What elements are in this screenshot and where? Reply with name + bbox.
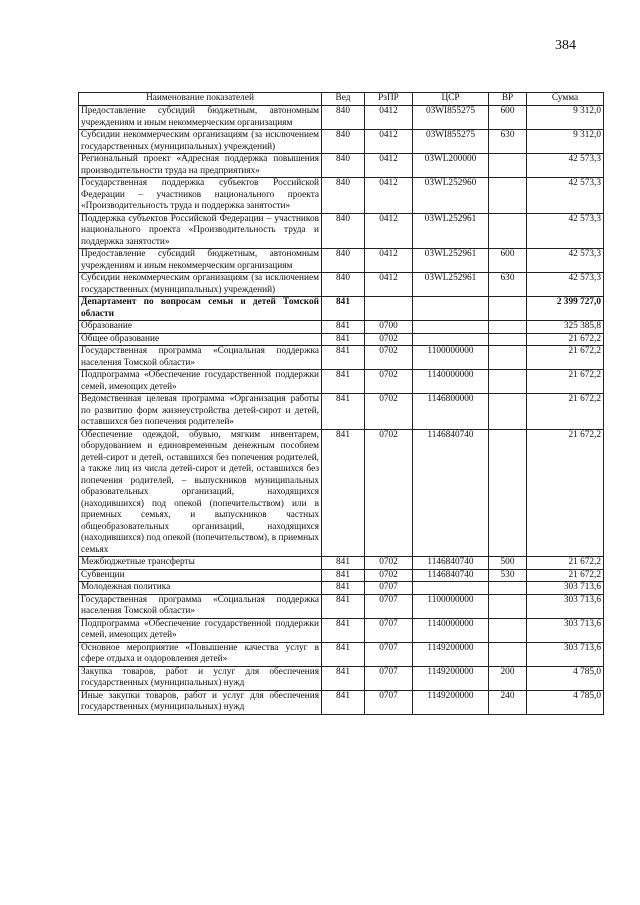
cell-vr — [489, 213, 527, 249]
cell-sum: 21 672,2 — [527, 333, 604, 346]
cell-csr — [413, 297, 489, 321]
cell-csr: 03WL252961 — [413, 273, 489, 297]
cell-name: Молодежная политика — [79, 582, 322, 595]
cell-sum: 303 713,6 — [527, 642, 604, 666]
cell-csr: 1149200000 — [413, 690, 489, 714]
cell-vr: 600 — [489, 106, 527, 130]
cell-vr — [489, 178, 527, 214]
cell-sum: 2 399 727,0 — [527, 297, 604, 321]
table-row — [79, 130, 604, 154]
cell-csr — [413, 333, 489, 346]
page-number: 384 — [555, 38, 576, 53]
cell-name: Общее образование — [79, 333, 322, 346]
cell-rzpr: 0702 — [365, 557, 413, 570]
cell-ved: 841 — [322, 690, 365, 714]
cell-name: Предоставление субсидий бюджетным, автономным учреждениям и иным некоммерческим организациям — [79, 249, 322, 273]
table-row — [79, 333, 604, 346]
cell-csr: 03WI855275 — [413, 130, 489, 154]
cell-name: Иные закупки товаров, работ и услуг для обеспечения государственных (муниципальных) нужд — [79, 690, 322, 714]
cell-rzpr: 0700 — [365, 321, 413, 334]
cell-ved: 841 — [322, 557, 365, 570]
cell-csr: 1149200000 — [413, 642, 489, 666]
cell-vr: 200 — [489, 666, 527, 690]
cell-name: Государственная поддержка субъектов Российской Федерации – участников национального проекта «Производительность труда и поддержка занятости» — [79, 178, 322, 214]
cell-ved: 840 — [322, 106, 365, 130]
cell-name: Региональный проект «Адресная поддержка повышения производительности труда на предприятиях» — [79, 154, 322, 178]
cell-csr: 1146840740 — [413, 557, 489, 570]
table-row — [79, 666, 604, 690]
cell-rzpr: 0707 — [365, 618, 413, 642]
cell-vr — [489, 346, 527, 370]
cell-rzpr: 0412 — [365, 213, 413, 249]
cell-name: Департамент по вопросам семьи и детей Томской области — [79, 297, 322, 321]
header-rzpr: РзПР — [365, 93, 413, 106]
cell-sum: 42 573,3 — [527, 213, 604, 249]
cell-vr — [489, 154, 527, 178]
cell-name: Подпрограмма «Обеспечение государственной поддержки семей, имеющих детей» — [79, 618, 322, 642]
cell-vr — [489, 642, 527, 666]
table-row — [79, 594, 604, 618]
table-row — [79, 178, 604, 214]
budget-table — [78, 92, 604, 715]
cell-rzpr: 0707 — [365, 690, 413, 714]
cell-name: Образование — [79, 321, 322, 334]
cell-sum: 325 385,8 — [527, 321, 604, 334]
cell-rzpr: 0702 — [365, 569, 413, 582]
cell-name: Государственная программа «Социальная поддержка населения Томской области» — [79, 594, 322, 618]
cell-ved: 841 — [322, 582, 365, 595]
cell-csr: 1140000000 — [413, 618, 489, 642]
cell-csr: 1149200000 — [413, 666, 489, 690]
cell-sum: 21 672,2 — [527, 557, 604, 570]
cell-rzpr: 0702 — [365, 370, 413, 394]
table-row — [79, 429, 604, 557]
cell-sum: 9 312,0 — [527, 106, 604, 130]
cell-sum: 21 672,2 — [527, 370, 604, 394]
cell-ved: 841 — [322, 594, 365, 618]
cell-ved: 841 — [322, 429, 365, 557]
cell-rzpr: 0707 — [365, 582, 413, 595]
cell-rzpr: 0702 — [365, 346, 413, 370]
cell-ved: 841 — [322, 642, 365, 666]
cell-sum: 4 785,0 — [527, 690, 604, 714]
cell-ved: 841 — [322, 370, 365, 394]
cell-vr — [489, 594, 527, 618]
table-row — [79, 690, 604, 714]
table-row — [79, 249, 604, 273]
table-row — [79, 394, 604, 430]
header-ved: Вед — [322, 93, 365, 106]
cell-ved: 840 — [322, 178, 365, 214]
cell-sum: 9 312,0 — [527, 130, 604, 154]
cell-vr — [489, 321, 527, 334]
cell-name: Субсидии некоммерческим организациям (за исключением государственных (муниципальных) учреждений) — [79, 130, 322, 154]
cell-csr: 1146800000 — [413, 394, 489, 430]
cell-csr: 03WL252961 — [413, 249, 489, 273]
table-row — [79, 346, 604, 370]
cell-rzpr: 0707 — [365, 594, 413, 618]
cell-csr: 1146840740 — [413, 569, 489, 582]
cell-vr: 630 — [489, 130, 527, 154]
cell-sum: 21 672,2 — [527, 394, 604, 430]
cell-sum: 303 713,6 — [527, 594, 604, 618]
cell-name: Межбюджетные трансферты — [79, 557, 322, 570]
table-row — [79, 370, 604, 394]
cell-csr: 03WI855275 — [413, 106, 489, 130]
table-row — [79, 154, 604, 178]
table-row — [79, 618, 604, 642]
cell-rzpr: 0702 — [365, 333, 413, 346]
table-row — [79, 273, 604, 297]
cell-vr: 500 — [489, 557, 527, 570]
cell-ved: 841 — [322, 321, 365, 334]
cell-ved: 841 — [322, 666, 365, 690]
cell-rzpr: 0702 — [365, 429, 413, 557]
cell-csr: 03WL200000 — [413, 154, 489, 178]
cell-rzpr: 0412 — [365, 106, 413, 130]
cell-rzpr: 0412 — [365, 273, 413, 297]
cell-csr: 1146840740 — [413, 429, 489, 557]
cell-ved: 841 — [322, 618, 365, 642]
cell-vr — [489, 297, 527, 321]
cell-vr — [489, 429, 527, 557]
cell-vr — [489, 394, 527, 430]
cell-csr: 03WL252960 — [413, 178, 489, 214]
cell-sum: 42 573,3 — [527, 273, 604, 297]
cell-ved: 840 — [322, 249, 365, 273]
cell-rzpr: 0412 — [365, 178, 413, 214]
cell-name: Поддержка субъектов Российской Федерации – участников национального проекта «Производительность труда и поддержка занятости» — [79, 213, 322, 249]
cell-vr — [489, 618, 527, 642]
cell-name: Ведомственная целевая программа «Организация работы по развитию форм жизнеустройства детей-сирот и детей, оставшихся без попечения родителей» — [79, 394, 322, 430]
cell-ved: 840 — [322, 130, 365, 154]
cell-rzpr: 0702 — [365, 394, 413, 430]
cell-sum: 42 573,3 — [527, 178, 604, 214]
cell-vr: 630 — [489, 273, 527, 297]
cell-name: Основное мероприятие «Повышение качества услуг в сфере отдыха и оздоровления детей» — [79, 642, 322, 666]
cell-csr: 1100000000 — [413, 346, 489, 370]
cell-csr — [413, 321, 489, 334]
cell-ved: 841 — [322, 297, 365, 321]
cell-sum: 21 672,2 — [527, 429, 604, 557]
cell-sum: 21 672,2 — [527, 346, 604, 370]
table-header-row — [79, 93, 604, 106]
cell-vr — [489, 370, 527, 394]
cell-ved: 841 — [322, 569, 365, 582]
table-row — [79, 106, 604, 130]
cell-vr: 240 — [489, 690, 527, 714]
cell-rzpr: 0707 — [365, 642, 413, 666]
cell-rzpr: 0707 — [365, 666, 413, 690]
cell-name: Закупка товаров, работ и услуг для обеспечения государственных (муниципальных) нужд — [79, 666, 322, 690]
header-name: Наименование показателей — [79, 93, 322, 106]
cell-name: Государственная программа «Социальная поддержка населения Томской области» — [79, 346, 322, 370]
table-row — [79, 569, 604, 582]
cell-name: Обеспечение одеждой, обувью, мягким инвентарем, оборудованием и единовременным денежным пособием детей-сирот и детей, оставшихся без попечения родителей, а также лиц из числа детей-сирот и детей, оставшихся без попечения родителей, – выпускников муниципальных образовательных организаций, находящихся (находившихся) под опекой (попечительством) или в приемных семьях, и выпускников частных общеобразовательных организаций, находящихся (находившихся) под опекой (попечительством), в приемных семьях — [79, 429, 322, 557]
cell-ved: 841 — [322, 333, 365, 346]
cell-name: Субсидии некоммерческим организациям (за исключением государственных (муниципальных) учреждений) — [79, 273, 322, 297]
cell-name: Подпрограмма «Обеспечение государственной поддержки семей, имеющих детей» — [79, 370, 322, 394]
cell-sum: 4 785,0 — [527, 666, 604, 690]
cell-csr: 1100000000 — [413, 594, 489, 618]
table-row — [79, 557, 604, 570]
table-row — [79, 642, 604, 666]
cell-name: Предоставление субсидий бюджетным, автономным учреждениям и иным некоммерческим организациям — [79, 106, 322, 130]
cell-rzpr: 0412 — [365, 154, 413, 178]
cell-rzpr: 0412 — [365, 130, 413, 154]
cell-sum: 303 713,6 — [527, 618, 604, 642]
cell-name: Субвенции — [79, 569, 322, 582]
header-sum: Сумма — [527, 93, 604, 106]
cell-rzpr — [365, 297, 413, 321]
cell-ved: 840 — [322, 213, 365, 249]
table-row — [79, 321, 604, 334]
cell-sum: 303 713,6 — [527, 582, 604, 595]
cell-ved: 841 — [322, 346, 365, 370]
header-csr: ЦСР — [413, 93, 489, 106]
cell-sum: 42 573,3 — [527, 154, 604, 178]
cell-rzpr: 0412 — [365, 249, 413, 273]
cell-vr — [489, 582, 527, 595]
cell-vr — [489, 333, 527, 346]
cell-sum: 21 672,2 — [527, 569, 604, 582]
table-row — [79, 297, 604, 321]
cell-csr — [413, 582, 489, 595]
cell-vr: 600 — [489, 249, 527, 273]
cell-ved: 841 — [322, 394, 365, 430]
cell-sum: 42 573,3 — [527, 249, 604, 273]
cell-csr: 1140000000 — [413, 370, 489, 394]
header-vr: ВР — [489, 93, 527, 106]
table-row — [79, 582, 604, 595]
cell-vr: 530 — [489, 569, 527, 582]
cell-ved: 840 — [322, 154, 365, 178]
cell-ved: 840 — [322, 273, 365, 297]
table-row — [79, 213, 604, 249]
cell-csr: 03WL252961 — [413, 213, 489, 249]
